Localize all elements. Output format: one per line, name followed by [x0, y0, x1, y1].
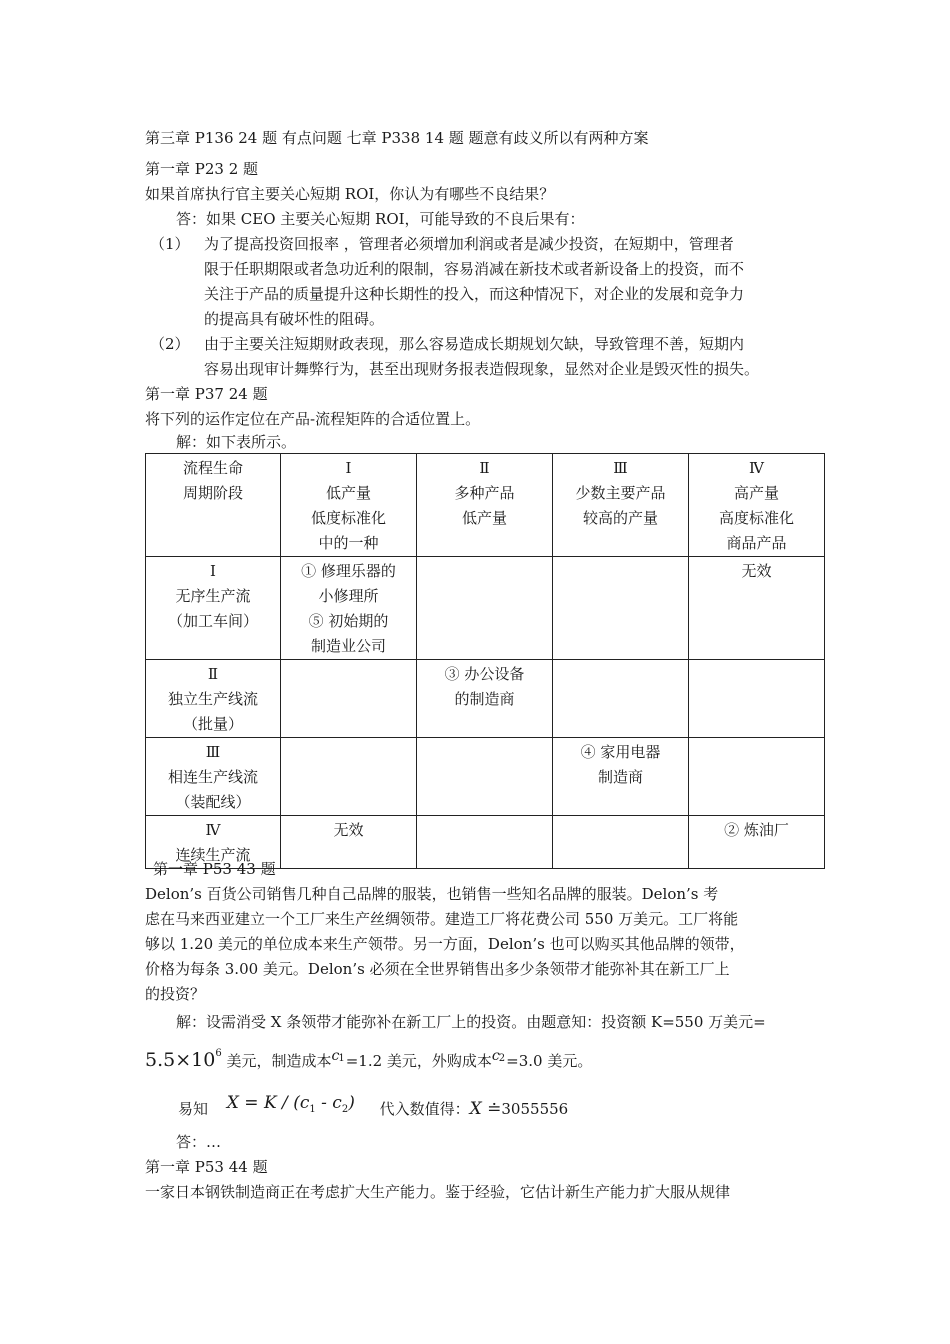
cell-line: 制造业公司 [310, 637, 386, 655]
cell-line: 低度标准化 [310, 509, 386, 527]
values-text: =3.0 美元。 [506, 1052, 593, 1070]
matrix-cell [689, 557, 825, 660]
cell-line: （装配线） [175, 793, 251, 811]
row-header-cell [146, 660, 281, 738]
math-base: 5.5×10 [145, 1049, 216, 1071]
q1-item-1-line: 的提高具有破坏性的阻碍。 [204, 310, 385, 328]
cell-line: 少数主要产品 [575, 484, 666, 502]
cell-line: 的制造商 [454, 690, 515, 708]
q1-item-1-line: 为了提高投资回报率 ，管理者必须增加利润或者是减少投资，在短期中，管理者 [204, 235, 734, 253]
substitute-label: 代入数值得： [379, 1100, 470, 1118]
formula-sub: 2 [341, 1104, 349, 1115]
cell-line: ① 修理乐器的 [301, 562, 396, 580]
cell-line: ④ 家用电器 [580, 743, 661, 761]
cell-line: 独立生产线流 [167, 690, 258, 708]
q1-question: 如果首席执行官主要关心短期 ROI，你认为有哪些不良结果？ [145, 185, 555, 203]
cell-line: ② 炼油厂 [724, 821, 789, 839]
q4-text-line: 一家日本钢铁制造商正在考虑扩大生产能力。鉴于经验，它估计新生产能力扩大服从规律 [145, 1183, 731, 1201]
easy-label: 易知 [178, 1100, 209, 1118]
cell-line: （加工车间） [167, 612, 258, 630]
header-cell-stage [146, 454, 281, 557]
cell-line: 无效 [741, 562, 772, 580]
formula-x: X [226, 1093, 239, 1113]
header-cell-col4 [689, 454, 825, 557]
cell-line: 小修理所 [318, 587, 379, 605]
matrix-cell [281, 660, 417, 738]
c1-subscript: 1 [338, 1053, 345, 1064]
q1-item-2-line: 由于主要关注短期财政表现，那么容易造成长期规划欠缺，导致管理不善，短期内 [204, 335, 745, 353]
cell-line: 相连生产线流 [167, 768, 258, 786]
q2-title: 第一章 P37 24 题 [145, 385, 268, 403]
c1-symbol: c [331, 1048, 340, 1064]
cell-line: 高度标准化 [718, 509, 794, 527]
c2-symbol: c [491, 1048, 500, 1064]
product-process-matrix [145, 453, 825, 869]
q3-text-line: 虑在马来西亚建立一个工厂来生产丝绸领带。建造工厂将花费公司 550 万美元。工厂将能 [145, 910, 739, 928]
q1-title: 第一章 P23 2 题 [145, 160, 259, 178]
result-x: X [469, 1099, 482, 1119]
header-cell-col2 [417, 454, 553, 557]
cell-line: 周期阶段 [182, 484, 243, 502]
values-text: 美元，制造成本 [221, 1052, 332, 1070]
row-header-cell [146, 557, 281, 660]
cell-line: 连续生产流 [175, 846, 251, 864]
cell-line: （批量） [182, 715, 243, 733]
result-value: 3055556 [501, 1100, 569, 1118]
q1-item-2-number: （2） [150, 335, 190, 353]
cell-line: 中的一种 [318, 534, 379, 552]
cell-line: ⑤ 初始期的 [308, 612, 389, 630]
cell-line: Ⅲ [205, 743, 221, 761]
q1-item-1-line: 关注于产品的质量提升这种长期性的投入，而这种情况下，对企业的发展和竞争力 [204, 285, 745, 303]
result-op: ≐ [481, 1099, 502, 1119]
cell-line: 制造商 [597, 768, 643, 786]
header-note: 第三章 P136 24 题 有点问题 七章 P338 14 题 题意有歧义所以有两种方案 [145, 129, 649, 147]
cell-line: 商品产品 [726, 534, 787, 552]
cell-line: Ⅳ [749, 459, 764, 477]
matrix-row [146, 557, 825, 660]
q3-formula-line [178, 1094, 858, 1131]
cell-line: 较高的产量 [582, 509, 658, 527]
matrix-cell [553, 738, 689, 816]
q4-title: 第一章 P53 44 题 [145, 1158, 268, 1176]
matrix-cell [281, 557, 417, 660]
matrix-cell [689, 660, 825, 738]
q3-values-line [145, 1043, 825, 1083]
cell-line: 无序生产流 [175, 587, 251, 605]
cell-line: Ⅰ [345, 459, 352, 477]
matrix-cell [417, 660, 553, 738]
matrix-row [146, 738, 825, 816]
header-cell-col3 [553, 454, 689, 557]
matrix-cell [417, 557, 553, 660]
cell-line: Ⅱ [207, 665, 219, 683]
q3-answer: 答：… [176, 1133, 222, 1151]
q3-title: 第一章 P53 43 题 [153, 860, 276, 878]
q1-item-1-number: （1） [150, 235, 190, 253]
matrix-header-row [146, 454, 825, 557]
cell-line: 高产量 [733, 484, 779, 502]
q1-answer-intro: 答：如果 CEO 主要关心短期 ROI，可能导致的不良后果有： [176, 210, 585, 228]
math-exponent: 6 [215, 1048, 222, 1059]
q3-text-line: 够以 1.20 美元的单位成本来生产领带。另一方面，Delon’s 也可以购买其他品牌的领带， [145, 935, 745, 953]
matrix-cell [417, 738, 553, 816]
cell-line: 低产量 [325, 484, 371, 502]
row-header-cell [146, 738, 281, 816]
q3-solution-line: 解：设需消受 X 条领带才能弥补在新工厂上的投资。由题意知：投资额 K=550 万美元= [176, 1013, 766, 1031]
q2-question: 将下列的运作定位在产品-流程矩阵的合适位置上。 [145, 410, 481, 428]
values-text: =1.2 美元，外购成本 [345, 1052, 492, 1070]
cell-line: 多种产品 [454, 484, 515, 502]
cell-line: 低产量 [461, 509, 507, 527]
q3-text-line: Delon’s 百货公司销售几种自己品牌的服装，也销售一些知名品牌的服装。Delon’s 考 [145, 885, 719, 903]
q3-text-line: 的投资？ [145, 985, 206, 1003]
q1-item-1-line: 限于任职期限或者急功近利的限制，容易消减在新技术或者新设备上的投资，而不 [204, 260, 745, 278]
formula-mid: - c [315, 1093, 342, 1113]
formula-rhs: = K / (c [238, 1093, 310, 1113]
cell-line: Ⅲ [613, 459, 628, 477]
q1-item-2-line: 容易出现审计舞弊行为，甚至出现财务报表造假现象，显然对企业是毁灭性的损失。 [204, 360, 760, 378]
q3-text-line: 价格为每条 3.00 美元。Delon’s 必须在全世界销售出多少条领带才能弥补其在新工厂上 [145, 960, 730, 978]
matrix-cell [553, 660, 689, 738]
formula-sub: 1 [309, 1104, 316, 1115]
cell-line: ③ 办公设备 [444, 665, 525, 683]
matrix-cell [281, 738, 417, 816]
matrix-cell [553, 557, 689, 660]
q2-answer-intro: 解：如下表所示。 [176, 433, 297, 451]
cell-line: 流程生命 [182, 459, 243, 477]
c2-subscript: 2 [498, 1053, 506, 1064]
header-cell-col1 [281, 454, 417, 557]
matrix-cell [689, 738, 825, 816]
cell-line: Ⅱ [479, 459, 490, 477]
matrix-row [146, 660, 825, 738]
formula-end: ) [348, 1093, 355, 1113]
cell-line: Ⅳ [205, 821, 221, 839]
cell-line: Ⅰ [210, 562, 216, 580]
cell-line: 无效 [333, 821, 364, 839]
